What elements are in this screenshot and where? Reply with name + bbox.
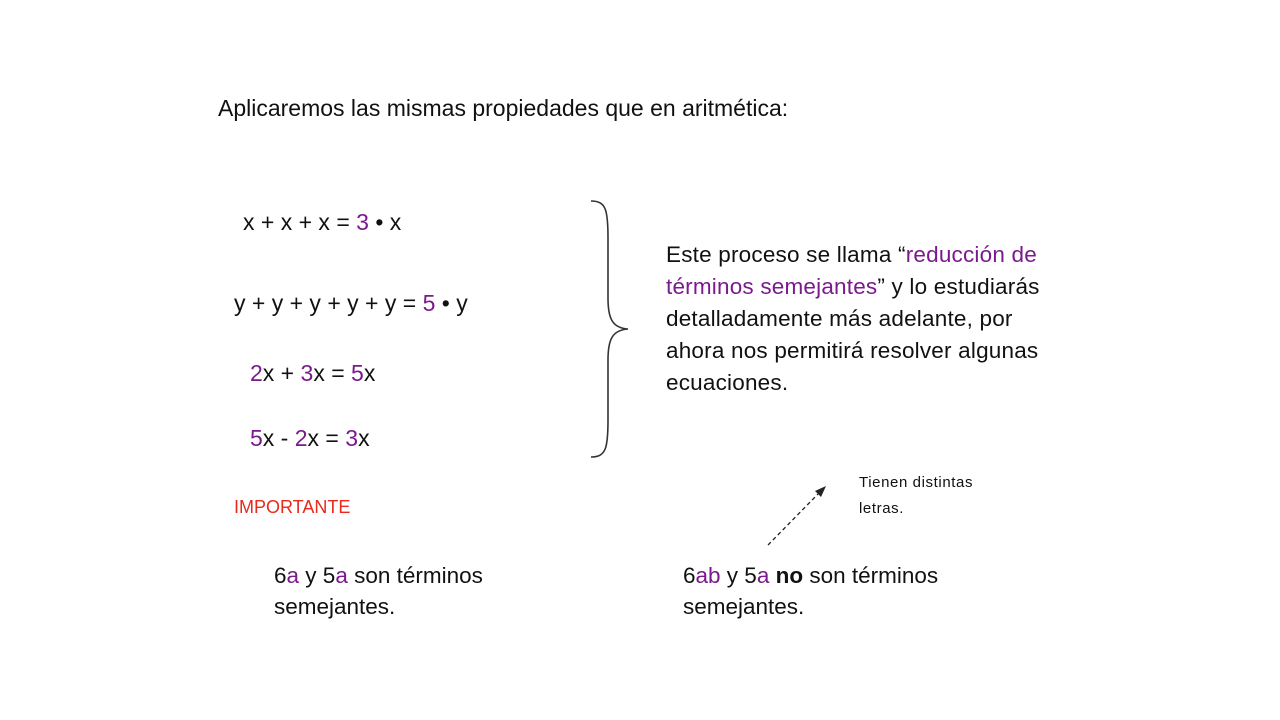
coefficient: 3 <box>356 209 369 235</box>
equation-text: y + y + y + y + y = <box>234 290 423 316</box>
statement-text: 6 <box>274 563 287 588</box>
equation-text: x <box>363 360 376 386</box>
statement-text: y 5 <box>299 563 336 588</box>
similar-terms-statement <box>274 560 554 622</box>
variable: a <box>335 563 348 588</box>
equation-add-x <box>250 360 375 387</box>
curly-brace <box>586 198 632 460</box>
non-similar-terms-statement <box>683 560 1003 622</box>
negation: no <box>775 563 804 588</box>
coefficient: 2 <box>294 425 308 451</box>
statement-text: 6 <box>683 563 696 588</box>
equation-subtract-x <box>250 425 370 452</box>
statement-text: y 5 <box>720 563 757 588</box>
explanation-text <box>666 239 1066 399</box>
highlighted-term: reducción de términos semejantes <box>666 242 1037 299</box>
equation-sum-x <box>243 209 401 236</box>
equation-text: x - <box>262 425 295 451</box>
equation-text: x = <box>307 425 346 451</box>
variable: ab <box>695 563 721 588</box>
equation-text: x <box>358 425 370 451</box>
variable: a <box>756 563 770 588</box>
coefficient: 5 <box>422 290 436 316</box>
note-text: Tienen distintas letras. <box>859 474 974 517</box>
coefficient: 3 <box>300 360 314 386</box>
coefficient: 5 <box>250 425 263 451</box>
explanation-part: Este proceso se llama “ <box>666 242 906 267</box>
coefficient: 2 <box>250 360 263 386</box>
equation-text: x + <box>262 360 301 386</box>
variable: a <box>286 563 300 588</box>
equation-text: x = <box>313 360 352 386</box>
slide-title: Aplicaremos las mismas propiedades que en aritmética: <box>218 95 789 121</box>
equation-text: x + x + x = <box>243 209 357 235</box>
equation-sum-y <box>234 290 468 317</box>
important-label: IMPORTANTE <box>234 497 351 517</box>
equation-text: • y <box>435 290 468 316</box>
equation-text: • x <box>368 209 402 235</box>
coefficient: 3 <box>345 425 359 451</box>
explanation-part: ” y lo estudiarás detalladamente más adelante, por ahora nos permitirá resolver algunas ecuaciones. <box>666 274 1040 395</box>
statement-text: son términos semejantes. <box>274 563 483 619</box>
dashed-arrow <box>760 480 832 550</box>
statement-text: son términos semejantes. <box>683 563 939 619</box>
coefficient: 5 <box>351 360 364 386</box>
